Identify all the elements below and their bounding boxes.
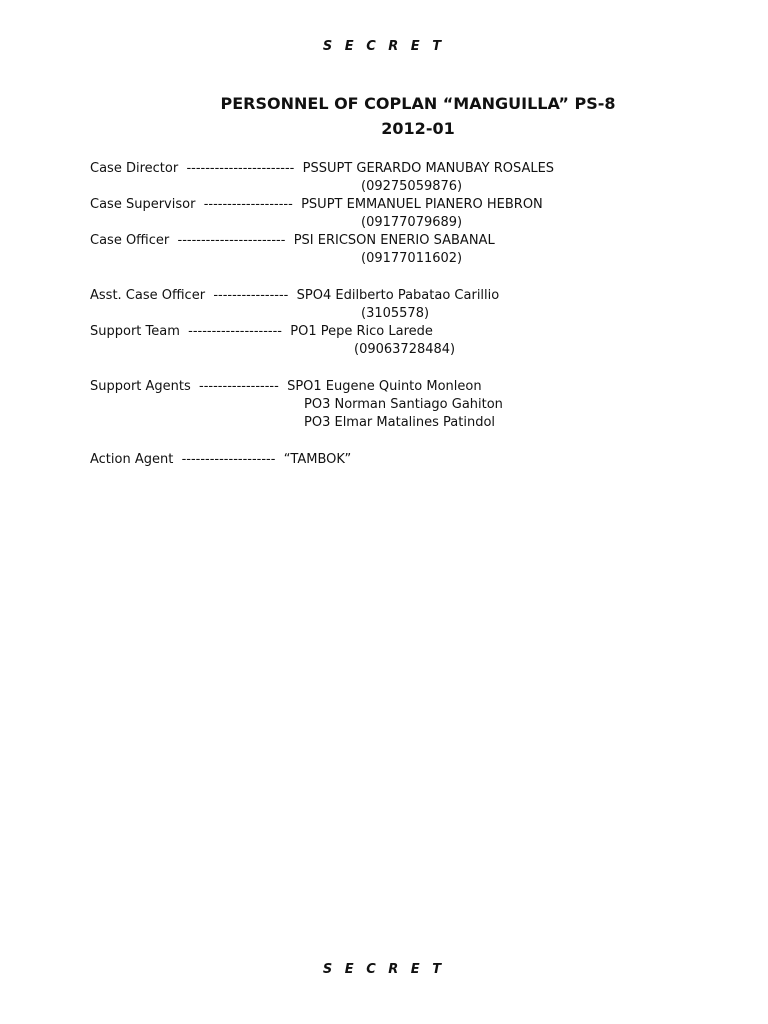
personnel-name: PO1 Pepe Rico Larede [290, 324, 433, 339]
role-label: Asst. Case Officer [90, 288, 206, 303]
role-label: Support Team [90, 324, 180, 339]
personnel-contact: (09063728484) [354, 342, 456, 357]
leader-dashes: ----------------- [199, 379, 279, 394]
personnel-contact: (3105578) [361, 306, 430, 321]
action-agent-name: “TAMBOK” [283, 452, 352, 467]
role-label: Action Agent [90, 452, 174, 467]
role-label: Case Supervisor [90, 197, 196, 212]
support-agent-name: PO3 Elmar Matalines Patindol [304, 415, 496, 430]
document-title: PERSONNEL OF COPLAN “MANGUILLA” PS-8 [220, 94, 616, 113]
leader-dashes: -------------------- [188, 324, 282, 339]
security-marking-top: S E C R E T [322, 39, 446, 54]
security-marking-bottom: S E C R E T [322, 962, 446, 977]
personnel-row-action-agent [90, 451, 351, 469]
personnel-row-case-officer [90, 232, 495, 250]
personnel-name: PSUPT EMMANUEL PIANERO HEBRON [301, 197, 543, 212]
personnel-name: PSI ERICSON ENERIO SABANAL [293, 233, 495, 248]
role-label: Case Officer [90, 233, 170, 248]
leader-dashes: ----------------------- [177, 233, 286, 248]
personnel-name: PSSUPT GERARDO MANUBAY ROSALES [302, 161, 555, 176]
role-label: Case Director [90, 161, 179, 176]
personnel-row-asst-case-officer [90, 287, 499, 305]
personnel-row-case-supervisor [90, 196, 543, 214]
document-subtitle: 2012-01 [381, 119, 455, 138]
personnel-row-case-director [90, 160, 554, 178]
role-label: Support Agents [90, 379, 191, 394]
personnel-contact: (09177011602) [361, 251, 463, 266]
leader-dashes: ----------------------- [186, 161, 295, 176]
personnel-contact: (09177079689) [361, 215, 463, 230]
personnel-row-support-agents [90, 378, 482, 396]
personnel-contact: (09275059876) [361, 179, 463, 194]
leader-dashes: ------------------- [203, 197, 293, 212]
leader-dashes: ---------------- [213, 288, 289, 303]
support-agent-name: SPO1 Eugene Quinto Monleon [287, 379, 482, 394]
personnel-name: SPO4 Edilberto Pabatao Carillio [296, 288, 500, 303]
personnel-row-support-team [90, 323, 433, 341]
leader-dashes: -------------------- [181, 452, 276, 467]
support-agent-name: PO3 Norman Santiago Gahiton [304, 397, 503, 412]
